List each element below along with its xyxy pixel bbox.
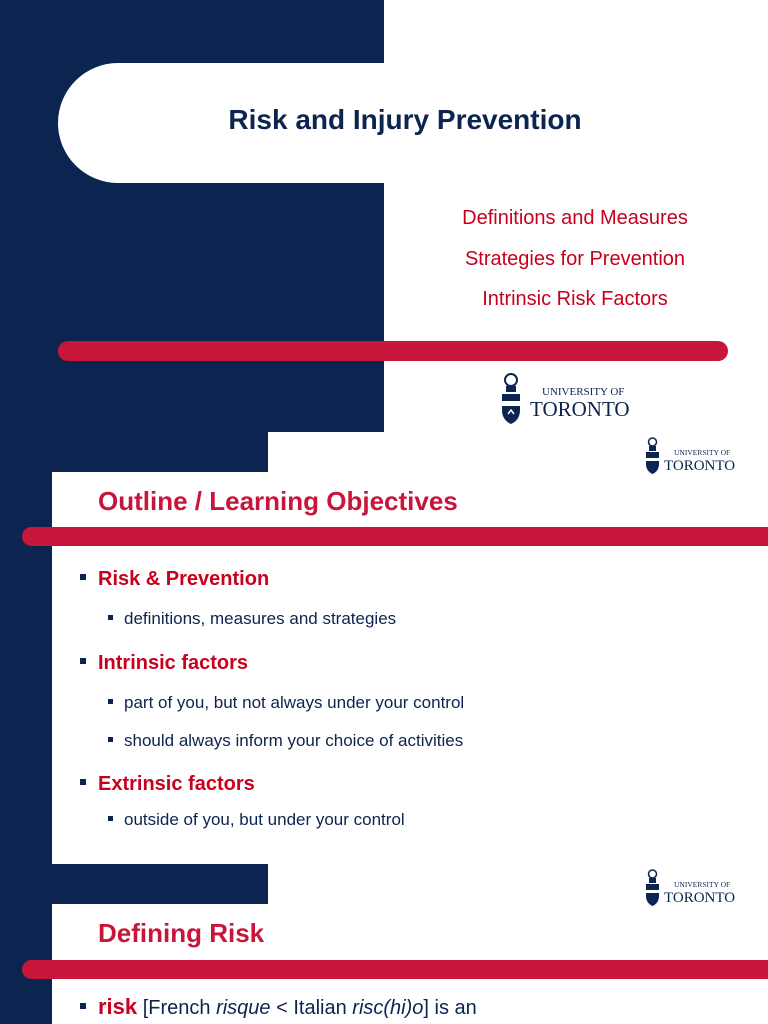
logo-line2: TORONTO (664, 890, 736, 906)
bullet-risk-prevention (80, 568, 269, 591)
crest-icon (502, 374, 520, 424)
bullet-heading: Extrinsic factors (98, 773, 255, 795)
sub-bullet-text: part of you, but not always under your control (124, 693, 465, 712)
logo-line2: TORONTO (530, 397, 630, 421)
bullet-square-icon (108, 699, 113, 704)
bullet-square-icon (80, 779, 86, 785)
sub-bullet-text: definitions, measures and strategies (124, 609, 397, 628)
crest-icon (646, 870, 659, 906)
red-divider-bar (58, 341, 728, 361)
university-of-toronto-logo-small (644, 436, 748, 476)
bullet-square-icon (108, 737, 113, 742)
navy-side-band (0, 432, 52, 864)
logo-line1: UNIVERSITY OF (674, 448, 731, 457)
crest-icon (646, 438, 659, 474)
french-word: risque (216, 997, 271, 1019)
bullet-square-icon (108, 615, 113, 620)
sub-bullet (108, 693, 464, 713)
subtitle-strategies: Strategies for Prevention (464, 248, 686, 270)
logo-line2: TORONTO (664, 458, 736, 474)
bullet-square-icon (80, 1003, 86, 1009)
bullet-square-icon (80, 574, 86, 580)
logo-line1: UNIVERSITY OF (542, 386, 625, 398)
red-divider-bar (22, 960, 768, 979)
bullet-heading: Risk & Prevention (98, 568, 270, 590)
sub-bullet-text: outside of you, but under your control (124, 810, 405, 829)
university-of-toronto-logo-small (644, 868, 748, 908)
defining-risk-title: Defining Risk (98, 918, 265, 948)
sub-bullet (108, 810, 405, 830)
logo-line1: UNIVERSITY OF (674, 880, 731, 889)
bullet-intrinsic-factors (80, 652, 248, 675)
bullet-extrinsic-factors (80, 773, 255, 796)
navy-top-tab (0, 432, 268, 472)
text-part: < Italian (270, 997, 353, 1019)
sub-bullet (108, 609, 396, 629)
subtitle-definitions: Definitions and Measures (462, 207, 688, 229)
italian-word: risc(hi)o (352, 997, 424, 1019)
red-divider-bar (22, 527, 768, 546)
navy-top-tab (0, 864, 268, 904)
sub-bullet-text: should always inform your choice of activities (124, 731, 464, 750)
bullet-square-icon (80, 658, 86, 664)
bullet-heading: Intrinsic factors (98, 652, 249, 674)
text-part: ] is an (423, 997, 477, 1019)
risk-definition-line (80, 994, 477, 1020)
bullet-square-icon (108, 816, 113, 821)
text-part: [French (137, 997, 217, 1019)
outline-title: Outline / Learning Objectives (98, 486, 458, 516)
slide-title-text: Risk and Injury Prevention (228, 104, 582, 135)
university-of-toronto-logo (498, 370, 658, 426)
subtitle-intrinsic: Intrinsic Risk Factors (482, 288, 668, 310)
sub-bullet (108, 731, 463, 751)
risk-term: risk (98, 994, 138, 1019)
